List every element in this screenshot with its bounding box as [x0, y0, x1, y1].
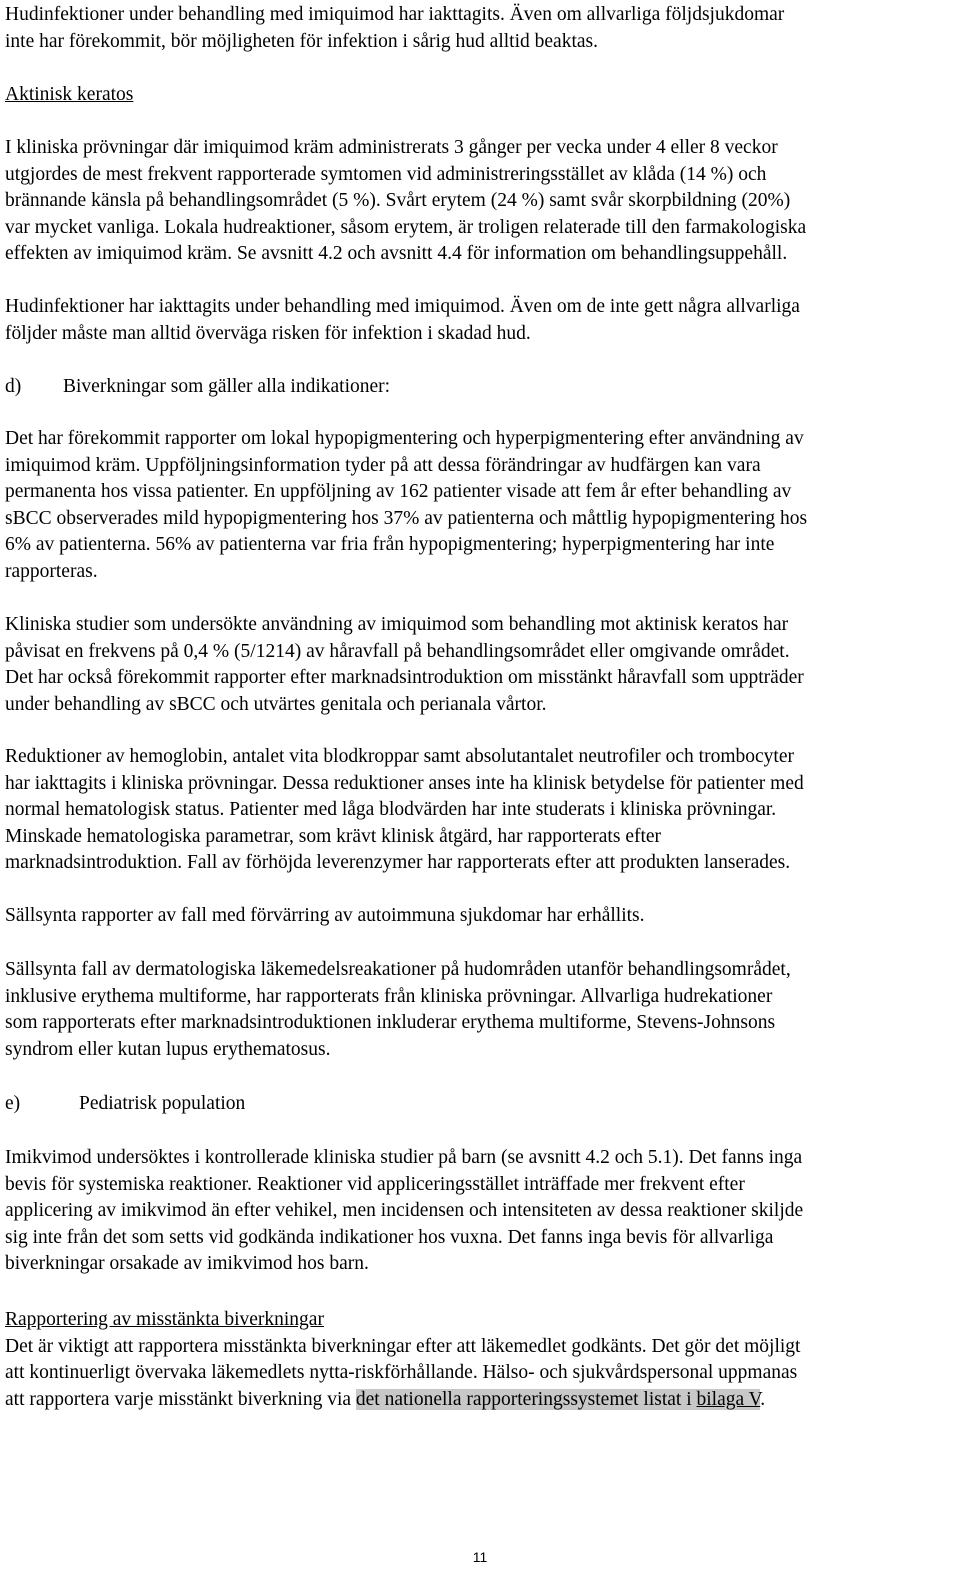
text-line: rapporteras.	[5, 560, 98, 582]
text-line: Sällsynta fall av dermatologiska läkemedelsreakationer på hudområden utanför behandlingsområdet,	[5, 959, 791, 980]
text-line: påvisat en frekvens på 0,4 % (5/1214) av håravfall på behandlingsområdet eller omgivande området.	[5, 640, 790, 662]
text-line: Det har förekommit rapporter om lokal hypopigmentering och hyperpigmentering efter användning av	[5, 428, 804, 449]
text-line: Imikvimod undersöktes i kontrollerade kliniska studier på barn (se avsnitt 4.2 och 5.1). Det fanns inga	[5, 1147, 803, 1168]
text-fragment: det nationella rapporteringssystemet listat i	[355, 1388, 697, 1410]
text-line: brännande känsla på behandlingsområdet (5 %). Svårt erytem (24 %) samt svår skorpbildning (20%)	[5, 190, 791, 212]
reporting-heading: Rapportering av misstänkta biverkningar	[5, 1309, 324, 1330]
text-line: följder måste man alltid överväga risken för infektion i skadad hud.	[5, 322, 531, 344]
section-d-title: Biverkningar som gäller alla indikationer:	[63, 376, 391, 397]
page-number: 11	[472, 1549, 488, 1565]
text-line: bevis för systemiska reaktioner. Reaktioner vid appliceringsstället inträffade mer frekvent efter	[5, 1173, 745, 1195]
text-line: var mycket vanliga. Lokala hudreaktioner, såsom erytem, är troligen relaterade till den farmakologiska	[5, 216, 807, 238]
d-paragraph-1	[5, 426, 955, 586]
text-line: imiquimod kräm. Uppföljningsinformation tyder på att dessa förändringar av hudfärgen kan vara	[5, 454, 761, 476]
text-line: som rapporterats efter marknadsintroduktionen inkluderar erythema multiforme, Stevens-Johnsons	[5, 1012, 776, 1034]
text-line: sBCC observerades mild hypopigmentering hos 37% av patienterna och måttlig hypopigmentering hos	[5, 507, 808, 529]
bilaga-v-link[interactable]: bilaga V	[696, 1388, 761, 1410]
highlighted-text	[356, 1389, 760, 1410]
text-line: Det har också förekommit rapporter efter marknadsintroduktion om misstänkt håravfall som uppträder	[5, 667, 804, 689]
text-line: Hudinfektioner har iakttagits under behandling med imiquimod. Även om de inte gett några allvarliga	[5, 296, 800, 317]
text-line: applicering av imikvimod än efter vehikel, men incidensen och intensiteten av dessa reaktioner skiljde	[5, 1200, 804, 1222]
d-paragraph-2	[5, 612, 955, 718]
text-fragment: .	[760, 1388, 766, 1410]
text-line: I kliniska prövningar där imiquimod kräm administrerats 3 gånger per vecka under 4 eller 8 veckor	[5, 137, 778, 158]
d-paragraph-5	[5, 957, 955, 1063]
text-line: normal hematologisk status. Patienter med låga blodvärden har inte studerats i kliniska prövningar.	[5, 799, 777, 821]
d-paragraph-3	[5, 744, 955, 877]
ak-paragraph-2	[5, 294, 955, 347]
e-paragraph-1	[5, 1145, 955, 1278]
text-line: Det är viktigt att rapportera misstänkta biverkningar efter att läkemedlet godkänts. Det gör det möjligt	[5, 1335, 801, 1357]
text-line: har iakttagits i kliniska prövningar. Dessa reduktioner anses inte ha klinisk betydelse för patienter med	[5, 772, 804, 794]
aktinisk-keratos-heading: Aktinisk keratos	[5, 84, 134, 105]
text-line: Kliniska studier som undersökte användning av imiquimod som behandling mot aktinisk keratos har	[5, 614, 789, 635]
ak-paragraph-1	[5, 135, 955, 268]
text-line: inklusive erythema multiforme, har rapporterats från kliniska prövningar. Allvarliga hudrekationer	[5, 985, 773, 1007]
d-paragraph-4	[5, 903, 955, 930]
text-line: marknadsintroduktion. Fall av förhöjda leverenzymer har rapporterats efter att produkten lanserades.	[5, 852, 791, 874]
section-d-label: d)	[5, 376, 22, 397]
text-line: Reduktioner av hemoglobin, antalet vita blodkroppar samt absolutantalet neutrofiler och trombocyter	[5, 746, 794, 767]
text-line: Hudinfektioner under behandling med imiquimod har iakttagits. Även om allvarliga följdsjukdomar	[5, 4, 785, 25]
text-line: effekten av imiquimod kräm. Se avsnitt 4.2 och avsnitt 4.4 för information om behandlingsuppehåll.	[5, 243, 788, 265]
text-line: utgjordes de mest frekvent rapporterade symtomen vid administreringsstället av klåda (14 %) och	[5, 163, 767, 185]
section-e-label: e)	[5, 1093, 21, 1114]
intro-paragraph	[5, 2, 955, 55]
text-line: inte har förekommit, bör möjligheten för infektion i sårig hud alltid beaktas.	[5, 30, 598, 52]
text-line: Minskade hematologiska parametrar, som krävt klinisk åtgärd, har rapporterats efter	[5, 825, 662, 847]
text-line: sig inte från det som setts vid godkända indikationer hos vuxna. Det fanns inga bevis för allvarliga	[5, 1226, 774, 1248]
text-line: att kontinuerligt övervaka läkemedlets nytta-riskförhållande. Hälso- och sjukvårdspersonal uppmanas	[5, 1362, 798, 1384]
text-line: 6% av patienterna. 56% av patienterna var fria från hypopigmentering; hyperpigmentering har inte	[5, 534, 775, 556]
text-line-with-link	[5, 1387, 955, 1414]
reporting-section	[5, 1307, 955, 1413]
text-line: syndrom eller kutan lupus erythematosus.	[5, 1038, 331, 1060]
section-e-title: Pediatrisk population	[79, 1093, 246, 1114]
text-line: biverkningar orsakade av imikvimod hos barn.	[5, 1253, 369, 1275]
text-line: permanenta hos vissa patienter. En uppföljning av 162 patienter visade att fem år efter behandling av	[5, 481, 792, 503]
text-line: Sällsynta rapporter av fall med förvärring av autoimmuna sjukdomar har erhållits.	[5, 905, 645, 926]
text-fragment: att rapportera varje misstänkt biverkning via	[5, 1388, 356, 1410]
text-line: under behandling av sBCC och utvärtes genitala och perianala vårtor.	[5, 693, 547, 715]
